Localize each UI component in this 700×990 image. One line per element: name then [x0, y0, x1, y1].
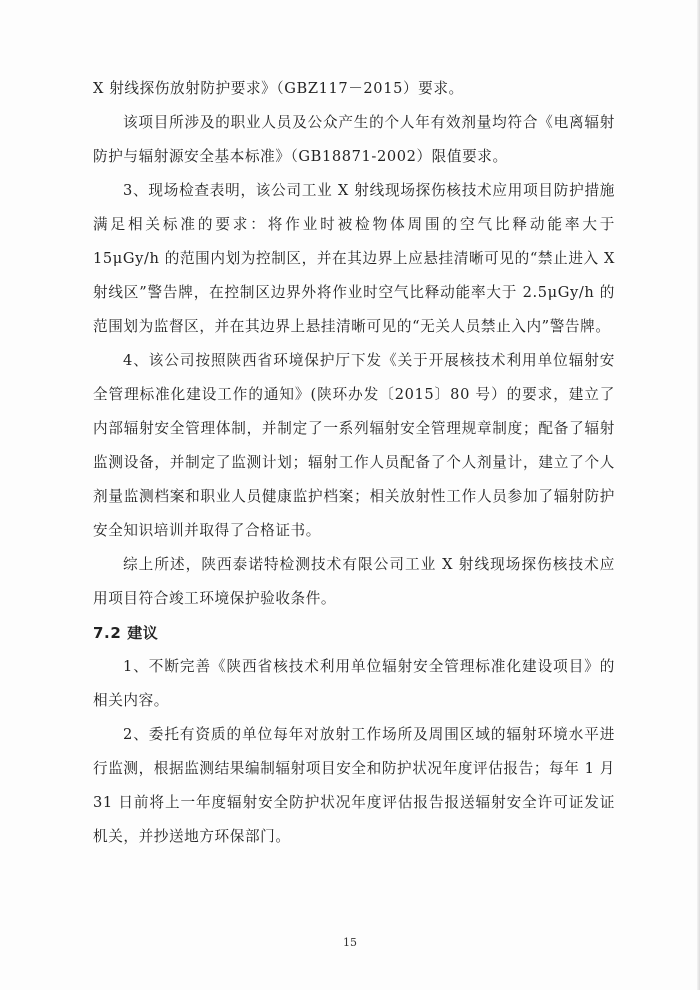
- page-number: 15: [343, 936, 357, 949]
- paragraph-management-system: 4、该公司按照陕西省环境保护厅下发《关于开展核技术利用单位辐射安全管理标准化建设工作的通知》(陕环办发〔2015〕80 号）的要求，建立了内部辐射安全管理体制，并制定了一系列辐射安全管理规章制度；配备了辐射监测设备，并制定了监测计划；辐射工作人员配备了个人剂量计，建立了个人剂量监测档案和职业人员健康监护档案；相关放射性工作人员参加了辐射防护安全知识培训并取得了合格证书。: [93, 352, 615, 539]
- page-body: [93, 72, 615, 854]
- paragraph-site-inspection: 3、现场检查表明，该公司工业 X 射线现场探伤核技术应用项目防护措施满足相关标准的要求：将作业时被检物体周围的空气比释动能率大于 15μGy/h 的范围内划为控制区，并在其边界上应悬挂清晰可见的“禁止进入 X 射线区”警告牌，在控制区边界外将作业时空气比释动能率大于 2.5μGy/h 的范围划为监督区，并在其边界上悬挂清晰可见的“无关人员禁止入内”警告牌。: [93, 182, 615, 335]
- section-heading-suggestions: 7.2 建议: [93, 624, 159, 642]
- paragraph-conclusion: 综上所述，陕西泰诺特检测技术有限公司工业 X 射线现场探伤核技术应用项目符合竣工环境保护验收条件。: [93, 556, 615, 607]
- suggestion-item-1: 1、不断完善《陕西省核技术利用单位辐射安全管理标准化建设项目》的相关内容。: [93, 658, 615, 709]
- paragraph-dose-compliance: 该项目所涉及的职业人员及公众产生的个人年有效剂量均符合《电离辐射防护与辐射源安全基本标准》（GB18871-2002）限值要求。: [93, 114, 615, 165]
- paragraph-standard-continuation: X 射线探伤放射防护要求》（GBZ117－2015）要求。: [93, 80, 464, 97]
- suggestion-item-2: 2、委托有资质的单位每年对放射工作场所及周围区域的辐射环境水平进行监测，根据监测结果编制辐射项目安全和防护状况年度评估报告；每年 1 月 31 日前将上一年度辐射安全防护状况年度评估报告报送辐射安全许可证发证机关，并抄送地方环保部门。: [93, 726, 615, 845]
